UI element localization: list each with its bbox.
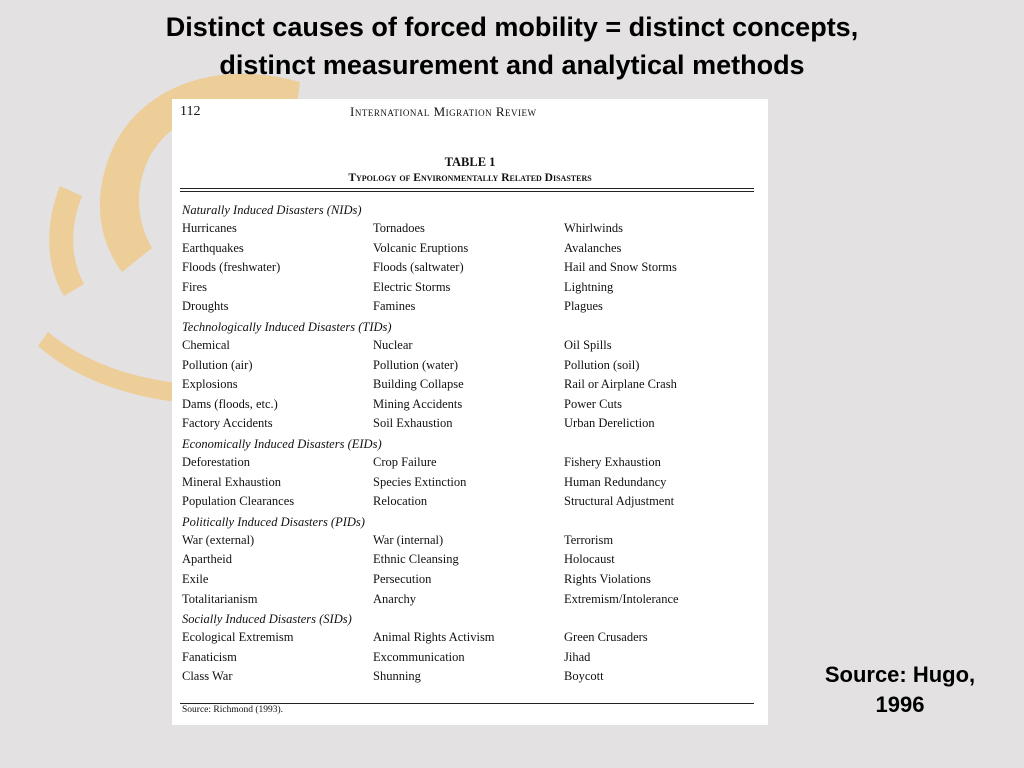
table-cell: Hail and Snow Storms bbox=[564, 260, 677, 275]
table-cell: Relocation bbox=[373, 494, 428, 509]
category-title: Technologically Induced Disasters (TIDs) bbox=[182, 319, 392, 334]
table-row bbox=[182, 453, 742, 473]
table-cell: Extremism/Intolerance bbox=[564, 591, 679, 606]
table-row bbox=[182, 219, 742, 239]
table-cell: Rights Violations bbox=[564, 571, 651, 586]
scanned-table-page bbox=[172, 99, 768, 725]
logo-swirl-left bbox=[49, 186, 84, 296]
table-cell: Floods (saltwater) bbox=[373, 260, 464, 275]
table-cell: Soil Exhaustion bbox=[373, 416, 453, 431]
table-cell: Famines bbox=[373, 299, 416, 314]
table-row bbox=[182, 278, 742, 298]
table-cell: Rail or Airplane Crash bbox=[564, 377, 677, 392]
table-cell: Earthquakes bbox=[182, 240, 244, 255]
table-row bbox=[182, 667, 742, 687]
table-cell: Avalanches bbox=[564, 240, 622, 255]
table-row bbox=[182, 375, 742, 395]
source-credit-line-1: Source: Hugo, bbox=[824, 662, 976, 687]
table-cell: Whirlwinds bbox=[564, 221, 624, 235]
table-cell: Explosions bbox=[182, 377, 238, 392]
table-cell: Excommunication bbox=[373, 649, 465, 664]
table-label: TABLE 1 bbox=[444, 155, 496, 169]
table-cell: Boycott bbox=[564, 669, 604, 684]
table-cell: Lightning bbox=[564, 279, 614, 294]
table-cell: Shunning bbox=[373, 669, 421, 684]
table-row bbox=[182, 590, 742, 610]
table-row bbox=[182, 550, 742, 570]
table-cell: Ethnic Cleansing bbox=[373, 552, 459, 567]
slide-title-line-1: Distinct causes of forced mobility = distinct concepts, bbox=[165, 12, 859, 42]
table-row bbox=[182, 531, 742, 551]
table-top-rule-double bbox=[180, 191, 754, 192]
source-credit-line-2: 1996 bbox=[875, 692, 925, 717]
table-cell: Dams (floods, etc.) bbox=[182, 396, 278, 411]
table-cell: Structural Adjustment bbox=[564, 494, 675, 509]
table-row bbox=[182, 297, 742, 317]
table-cell: Fanaticism bbox=[182, 649, 237, 664]
table-row bbox=[182, 648, 742, 668]
table-cell: Totalitarianism bbox=[182, 591, 258, 606]
table-cell: Class War bbox=[182, 669, 233, 684]
category-title: Socially Induced Disasters (SIDs) bbox=[182, 612, 352, 627]
table-bottom-rule bbox=[180, 703, 754, 704]
table-cell: Building Collapse bbox=[373, 377, 464, 392]
table-cell: Green Crusaders bbox=[564, 630, 648, 645]
table-cell: Pollution (water) bbox=[373, 357, 459, 372]
table-cell: Population Clearances bbox=[182, 494, 295, 509]
page-number: 112 bbox=[180, 104, 201, 119]
table-cell: Factory Accidents bbox=[182, 416, 273, 431]
category-title: Politically Induced Disasters (PIDs) bbox=[182, 514, 365, 529]
table-cell: Tornadoes bbox=[373, 221, 425, 235]
slide-title-line-2: distinct measurement and analytical methods bbox=[219, 50, 805, 80]
table-cell: Mineral Exhaustion bbox=[182, 474, 281, 489]
table-row bbox=[182, 570, 742, 590]
table-row bbox=[182, 492, 742, 512]
table-cell: Chemical bbox=[182, 337, 230, 352]
table-row bbox=[182, 336, 742, 356]
table-cell: Ecological Extremism bbox=[182, 630, 294, 645]
table-row bbox=[182, 628, 742, 648]
table-cell: Mining Accidents bbox=[373, 396, 463, 411]
table-cell: Pollution (air) bbox=[182, 357, 253, 372]
table-cell: Nuclear bbox=[373, 337, 413, 352]
table-cell: Crop Failure bbox=[373, 454, 437, 469]
table-cell: Animal Rights Activism bbox=[373, 630, 495, 645]
table-cell: Fires bbox=[182, 279, 207, 294]
category-title: Naturally Induced Disasters (NIDs) bbox=[182, 203, 362, 217]
table-top-rule bbox=[180, 188, 754, 189]
table-cell: Holocaust bbox=[564, 552, 615, 567]
journal-header: International Migration Review bbox=[350, 104, 537, 119]
table-body bbox=[182, 200, 742, 687]
table-cell: War (internal) bbox=[373, 532, 444, 547]
slide-title bbox=[60, 8, 964, 84]
table-cell: Droughts bbox=[182, 299, 229, 314]
table-cell: Persecution bbox=[373, 571, 432, 586]
table-row bbox=[182, 239, 742, 259]
table-cell: Anarchy bbox=[373, 591, 417, 606]
table-row bbox=[182, 473, 742, 493]
table-cell: Hurricanes bbox=[182, 221, 237, 235]
source-credit bbox=[800, 660, 1000, 720]
table-cell: Human Redundancy bbox=[564, 474, 667, 489]
table-cell: Jihad bbox=[564, 649, 591, 664]
table-row bbox=[182, 258, 742, 278]
table-cell: Exile bbox=[182, 571, 209, 586]
table-cell: Fishery Exhaustion bbox=[564, 454, 661, 469]
table-cell: Power Cuts bbox=[564, 396, 622, 411]
table-cell: Deforestation bbox=[182, 454, 251, 469]
table-cell: Pollution (soil) bbox=[564, 357, 640, 372]
table-cell: War (external) bbox=[182, 532, 255, 547]
table-title: Typology of Environmentally Related Disasters bbox=[348, 172, 592, 184]
table-cell: Terrorism bbox=[564, 532, 614, 547]
table-cell: Apartheid bbox=[182, 552, 232, 567]
table-cell: Oil Spills bbox=[564, 337, 612, 352]
table-source-note: Source: Richmond (1993). bbox=[182, 705, 284, 715]
category-title: Economically Induced Disasters (EIDs) bbox=[182, 436, 382, 451]
table-cell: Plagues bbox=[564, 299, 603, 314]
table-row bbox=[182, 414, 742, 434]
table-cell: Urban Dereliction bbox=[564, 416, 655, 431]
table-row bbox=[182, 356, 742, 376]
table-row bbox=[182, 395, 742, 415]
table-cell: Electric Storms bbox=[373, 279, 451, 294]
table-cell: Floods (freshwater) bbox=[182, 260, 281, 275]
table-cell: Species Extinction bbox=[373, 474, 467, 489]
table-cell: Volcanic Eruptions bbox=[373, 240, 469, 255]
